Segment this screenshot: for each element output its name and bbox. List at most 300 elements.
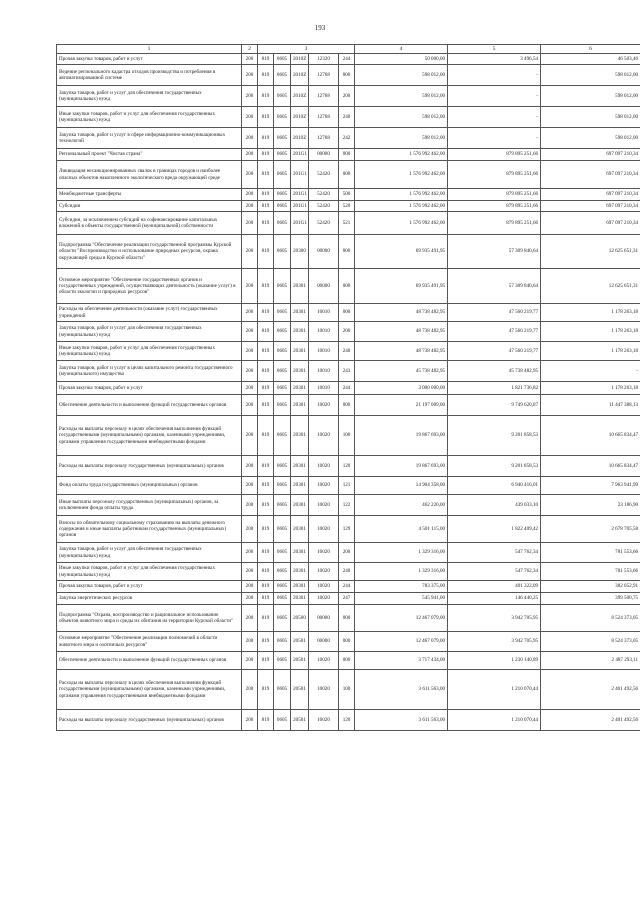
code-program: 20301 xyxy=(291,477,309,495)
code-ministry: 819 xyxy=(258,605,274,632)
code-expense-type: 243 xyxy=(339,361,355,382)
code-expense-type: 129 xyxy=(339,516,355,543)
code-direction: 52420 xyxy=(309,161,339,189)
value-executed: 401 322,09 xyxy=(448,581,541,593)
value-remaining: 2 678 705,58 xyxy=(541,516,640,543)
code-expense-type: 244 xyxy=(339,382,355,395)
code-direction: 10020 xyxy=(309,670,339,710)
code-subsection: 0605 xyxy=(274,212,291,235)
code-section: 200 xyxy=(242,201,258,212)
code-direction: 10020 xyxy=(309,593,339,605)
header-col-1: 1 xyxy=(57,45,242,54)
code-section: 200 xyxy=(242,269,258,304)
code-ministry: 819 xyxy=(258,543,274,563)
value-remaining: 598 012,00 xyxy=(541,65,640,86)
value-executed: - xyxy=(448,65,541,86)
value-remaining: 697 097 210,34 xyxy=(541,161,640,189)
code-expense-type: 242 xyxy=(339,128,355,149)
code-subsection: 0605 xyxy=(274,86,291,107)
code-section: 200 xyxy=(242,563,258,581)
code-expense-type: 247 xyxy=(339,593,355,605)
value-executed: 879 895 251,66 xyxy=(448,161,541,189)
code-direction: 10020 xyxy=(309,710,339,731)
code-subsection: 0605 xyxy=(274,304,291,322)
code-ministry: 819 xyxy=(258,563,274,581)
code-expense-type: 200 xyxy=(339,543,355,563)
code-section: 200 xyxy=(242,161,258,189)
table-row xyxy=(57,212,640,235)
value-approved: 462 220,00 xyxy=(355,495,448,516)
code-expense-type: 240 xyxy=(339,342,355,361)
code-expense-type: 520 xyxy=(339,201,355,212)
code-program: 20300 xyxy=(291,235,309,269)
row-name: Фонд оплаты труда государственных (муниципальных) органов xyxy=(57,477,242,495)
code-section: 200 xyxy=(242,581,258,593)
value-approved: 48 738 482,95 xyxy=(355,304,448,322)
table-row xyxy=(57,189,640,201)
code-ministry: 819 xyxy=(258,670,274,710)
code-ministry: 819 xyxy=(258,581,274,593)
code-expense-type: 000 xyxy=(339,605,355,632)
row-name: Обеспечение деятельности и выполнение функций государственных органов xyxy=(57,395,242,416)
code-expense-type: 100 xyxy=(339,670,355,710)
code-section: 200 xyxy=(242,710,258,731)
code-program: 201G1 xyxy=(291,212,309,235)
value-remaining: 8 524 373,05 xyxy=(541,605,640,632)
table-row xyxy=(57,382,640,395)
code-program: 20501 xyxy=(291,632,309,652)
table-row xyxy=(57,395,640,416)
code-expense-type: 500 xyxy=(339,189,355,201)
value-remaining: 598 012,00 xyxy=(541,107,640,128)
row-name: Прочая закупка товаров, работ и услуг xyxy=(57,581,242,593)
code-program: 20301 xyxy=(291,382,309,395)
table-row xyxy=(57,605,640,632)
code-program: 20301 xyxy=(291,563,309,581)
code-ministry: 819 xyxy=(258,161,274,189)
column-number-header xyxy=(57,45,640,54)
code-subsection: 0605 xyxy=(274,201,291,212)
table-row xyxy=(57,593,640,605)
table-row xyxy=(57,161,640,189)
row-name: Иные выплаты персоналу государственных (муниципальных) органов, за исключением фонда оплаты труда xyxy=(57,495,242,516)
value-executed: 3 496,54 xyxy=(448,54,541,65)
table-row xyxy=(57,54,640,65)
header-col-4: 4 xyxy=(355,45,448,54)
value-approved: 1 576 992 462,00 xyxy=(355,201,448,212)
value-executed: 57 309 840,64 xyxy=(448,235,541,269)
value-remaining: 697 097 210,34 xyxy=(541,212,640,235)
value-remaining: 10 665 834,47 xyxy=(541,416,640,456)
code-direction: 00000 xyxy=(309,269,339,304)
code-ministry: 819 xyxy=(258,652,274,670)
code-expense-type: 000 xyxy=(339,652,355,670)
value-remaining: 2 401 492,56 xyxy=(541,670,640,710)
code-direction: 10010 xyxy=(309,342,339,361)
code-expense-type: 120 xyxy=(339,710,355,731)
code-program: 201G1 xyxy=(291,149,309,161)
code-program: 20501 xyxy=(291,710,309,731)
table-row xyxy=(57,342,640,361)
code-program: 20301 xyxy=(291,495,309,516)
code-subsection: 0605 xyxy=(274,477,291,495)
code-ministry: 819 xyxy=(258,149,274,161)
value-remaining: - xyxy=(541,361,640,382)
code-ministry: 819 xyxy=(258,382,274,395)
code-section: 200 xyxy=(242,593,258,605)
table-row xyxy=(57,456,640,477)
row-name: Расходы на выплаты персоналу государственных (муниципальных) органов xyxy=(57,710,242,731)
code-program: 2010Z xyxy=(291,54,309,65)
code-program: 20301 xyxy=(291,516,309,543)
code-program: 2010Z xyxy=(291,65,309,86)
value-approved: 48 738 482,95 xyxy=(355,322,448,342)
header-col-2: 2 xyxy=(242,45,258,54)
code-subsection: 0605 xyxy=(274,361,291,382)
value-remaining: 1 178 263,18 xyxy=(541,382,640,395)
value-executed: 547 762,34 xyxy=(448,543,541,563)
code-ministry: 819 xyxy=(258,54,274,65)
code-expense-type: 000 xyxy=(339,65,355,86)
code-section: 200 xyxy=(242,361,258,382)
value-executed: 9 201 858,53 xyxy=(448,456,541,477)
code-ministry: 819 xyxy=(258,128,274,149)
code-subsection: 0605 xyxy=(274,54,291,65)
value-executed: 47 560 219,77 xyxy=(448,322,541,342)
table-row xyxy=(57,652,640,670)
table-row xyxy=(57,632,640,652)
row-name: Межбюджетные трансферты xyxy=(57,189,242,201)
value-executed: 9 201 858,53 xyxy=(448,416,541,456)
value-remaining: 697 097 210,34 xyxy=(541,201,640,212)
code-subsection: 0605 xyxy=(274,581,291,593)
code-section: 200 xyxy=(242,65,258,86)
value-executed: 9 749 620,87 xyxy=(448,395,541,416)
code-direction: 10010 xyxy=(309,322,339,342)
code-direction: 12768 xyxy=(309,86,339,107)
value-remaining: 11 447 388,13 xyxy=(541,395,640,416)
code-ministry: 819 xyxy=(258,65,274,86)
code-subsection: 0605 xyxy=(274,652,291,670)
value-remaining: 2 401 492,56 xyxy=(541,710,640,731)
table-row xyxy=(57,710,640,731)
code-direction: 12768 xyxy=(309,65,339,86)
code-subsection: 0605 xyxy=(274,128,291,149)
value-executed: - xyxy=(448,107,541,128)
code-subsection: 0605 xyxy=(274,416,291,456)
code-program: 20301 xyxy=(291,304,309,322)
code-direction: 10020 xyxy=(309,395,339,416)
value-executed: 879 895 251,66 xyxy=(448,201,541,212)
code-subsection: 0605 xyxy=(274,456,291,477)
code-expense-type: 100 xyxy=(339,416,355,456)
table-row xyxy=(57,543,640,563)
row-name: Прочая закупка товаров, работ и услуг xyxy=(57,382,242,395)
value-remaining: 382 052,91 xyxy=(541,581,640,593)
code-ministry: 819 xyxy=(258,361,274,382)
code-subsection: 0605 xyxy=(274,161,291,189)
value-remaining: 697 097 210,34 xyxy=(541,149,640,161)
value-approved: 3 717 434,00 xyxy=(355,652,448,670)
code-section: 200 xyxy=(242,632,258,652)
row-name: Взносы по обязательному социальному страхованию на выплаты денежного содержания и иные выплаты работникам государственных (муниципальных) органов xyxy=(57,516,242,543)
code-ministry: 819 xyxy=(258,632,274,652)
code-program: 20301 xyxy=(291,342,309,361)
code-program: 20301 xyxy=(291,581,309,593)
value-approved: 12 467 079,00 xyxy=(355,605,448,632)
value-executed: 1 821 736,82 xyxy=(448,382,541,395)
code-section: 200 xyxy=(242,235,258,269)
code-subsection: 0605 xyxy=(274,395,291,416)
code-direction: 12320 xyxy=(309,54,339,65)
value-remaining: 781 553,66 xyxy=(541,543,640,563)
code-direction: 10020 xyxy=(309,495,339,516)
code-expense-type: 120 xyxy=(339,456,355,477)
table-row xyxy=(57,670,640,710)
code-ministry: 819 xyxy=(258,395,274,416)
row-name: Ликвидация несанкционированных свалок в границах городов и наиболее опасных объектов накопленного экологического вреда окружающей среде xyxy=(57,161,242,189)
code-subsection: 0605 xyxy=(274,670,291,710)
code-subsection: 0605 xyxy=(274,382,291,395)
code-direction: 10020 xyxy=(309,516,339,543)
code-subsection: 0605 xyxy=(274,516,291,543)
row-name: Расходы на выплаты персоналу в целях обеспечения выполнения функций государственными (муниципальными) органами, казенными учреждениями, органами управления государственными внебюджетными фондами xyxy=(57,416,242,456)
code-section: 200 xyxy=(242,395,258,416)
code-direction: 52420 xyxy=(309,212,339,235)
value-remaining: 399 500,75 xyxy=(541,593,640,605)
table-row xyxy=(57,563,640,581)
code-expense-type: 240 xyxy=(339,563,355,581)
code-expense-type: 000 xyxy=(339,161,355,189)
value-approved: 783 375,00 xyxy=(355,581,448,593)
header-col-3: 3 xyxy=(258,45,355,54)
code-section: 200 xyxy=(242,54,258,65)
value-approved: 48 738 482,95 xyxy=(355,342,448,361)
code-direction: 10020 xyxy=(309,563,339,581)
table-row xyxy=(57,581,640,593)
value-executed: 439 033,10 xyxy=(448,495,541,516)
code-subsection: 0605 xyxy=(274,563,291,581)
value-remaining: 1 178 263,18 xyxy=(541,304,640,322)
code-section: 200 xyxy=(242,670,258,710)
code-expense-type: 000 xyxy=(339,235,355,269)
code-expense-type: 240 xyxy=(339,107,355,128)
value-executed: 45 738 482,95 xyxy=(448,361,541,382)
value-approved: 3 611 563,00 xyxy=(355,710,448,731)
row-name: Расходы на выплаты персоналу государственных (муниципальных) органов xyxy=(57,456,242,477)
value-approved: 1 576 992 462,00 xyxy=(355,189,448,201)
code-expense-type: 122 xyxy=(339,495,355,516)
header-col-5: 5 xyxy=(448,45,541,54)
table-row xyxy=(57,86,640,107)
code-subsection: 0605 xyxy=(274,189,291,201)
code-direction: 12768 xyxy=(309,128,339,149)
code-direction: 10010 xyxy=(309,361,339,382)
code-direction: 10020 xyxy=(309,652,339,670)
code-section: 200 xyxy=(242,342,258,361)
value-approved: 545 941,00 xyxy=(355,593,448,605)
code-direction: 10020 xyxy=(309,477,339,495)
code-section: 200 xyxy=(242,495,258,516)
table-row xyxy=(57,128,640,149)
table-row xyxy=(57,495,640,516)
code-program: 20301 xyxy=(291,361,309,382)
code-program: 2010Z xyxy=(291,86,309,107)
code-program: 20301 xyxy=(291,543,309,563)
code-expense-type: 000 xyxy=(339,632,355,652)
code-subsection: 0605 xyxy=(274,710,291,731)
code-section: 200 xyxy=(242,456,258,477)
code-expense-type: 000 xyxy=(339,149,355,161)
row-name: Закупка товаров, работ и услуг для обеспечения государственных (муниципальных) нужд xyxy=(57,322,242,342)
value-executed: 1 822 409,42 xyxy=(448,516,541,543)
table-row xyxy=(57,107,640,128)
code-subsection: 0605 xyxy=(274,543,291,563)
code-subsection: 0605 xyxy=(274,235,291,269)
code-subsection: 0605 xyxy=(274,605,291,632)
value-approved: 19 867 693,00 xyxy=(355,416,448,456)
code-subsection: 0605 xyxy=(274,342,291,361)
value-remaining: 697 097 210,34 xyxy=(541,189,640,201)
code-program: 20301 xyxy=(291,456,309,477)
value-remaining: 598 012,00 xyxy=(541,86,640,107)
table-row xyxy=(57,322,640,342)
code-ministry: 819 xyxy=(258,593,274,605)
code-program: 20301 xyxy=(291,322,309,342)
code-ministry: 819 xyxy=(258,269,274,304)
row-name: Закупка энергетических ресурсов xyxy=(57,593,242,605)
code-ministry: 819 xyxy=(258,304,274,322)
value-approved: 12 467 079,00 xyxy=(355,632,448,652)
row-name: Субсидии, за исключением субсидий на софинансирование капитальных вложений в объекты государственной (муниципальной) собственности xyxy=(57,212,242,235)
row-name: Основное мероприятие "Обеспечение государственных органов и государственных учреждений, осуществляющих деятельность (оказание услуг) в области экологии и природных ресурсов" xyxy=(57,269,242,304)
code-expense-type: 200 xyxy=(339,322,355,342)
value-remaining: 1 178 263,18 xyxy=(541,342,640,361)
value-approved: 1 576 992 462,00 xyxy=(355,149,448,161)
value-executed: - xyxy=(448,86,541,107)
table-row xyxy=(57,201,640,212)
value-approved: 4 501 115,00 xyxy=(355,516,448,543)
code-ministry: 819 xyxy=(258,495,274,516)
code-ministry: 819 xyxy=(258,477,274,495)
code-expense-type: 521 xyxy=(339,212,355,235)
value-approved: 69 935 491,95 xyxy=(355,235,448,269)
row-name: Основное мероприятие "Обеспечение реализации полномочий в области животного мира и охотничьих ресурсов" xyxy=(57,632,242,652)
code-direction: 10020 xyxy=(309,581,339,593)
value-remaining: 781 553,66 xyxy=(541,563,640,581)
value-approved: 19 867 693,00 xyxy=(355,456,448,477)
code-ministry: 819 xyxy=(258,107,274,128)
code-direction: 10020 xyxy=(309,543,339,563)
code-expense-type: 000 xyxy=(339,395,355,416)
table-row xyxy=(57,304,640,322)
row-name: Иные закупки товаров, работ и услуг для обеспечения государственных (муниципальных) нужд xyxy=(57,563,242,581)
code-direction: 52420 xyxy=(309,201,339,212)
value-remaining: 2 487 293,11 xyxy=(541,652,640,670)
code-direction: 00000 xyxy=(309,149,339,161)
code-direction: 10020 xyxy=(309,416,339,456)
row-name: Субсидии xyxy=(57,201,242,212)
code-program: 20301 xyxy=(291,269,309,304)
row-name: Ведение регионального кадастра отходов производства и потребления в автоматизированной системе xyxy=(57,65,242,86)
code-section: 200 xyxy=(242,652,258,670)
row-name: Закупка товаров, работ и услуг в сфере информационно-коммуникационных технологий xyxy=(57,128,242,149)
code-expense-type: 244 xyxy=(339,54,355,65)
code-ministry: 819 xyxy=(258,201,274,212)
value-approved: 1 329 316,00 xyxy=(355,543,448,563)
table-row xyxy=(57,477,640,495)
row-name: Подпрограмма "Охрана, воспроизводство и рациональное использование объектов животного мира и среды их обитания на территории Курской области" xyxy=(57,605,242,632)
code-section: 200 xyxy=(242,322,258,342)
code-section: 200 xyxy=(242,189,258,201)
row-name: Иные закупки товаров, работ и услуг для обеспечения государственных (муниципальных) нужд xyxy=(57,107,242,128)
value-executed: 47 560 219,77 xyxy=(448,304,541,322)
code-section: 200 xyxy=(242,477,258,495)
code-direction: 00000 xyxy=(309,605,339,632)
code-direction: 12768 xyxy=(309,107,339,128)
value-executed: 6 940 416,01 xyxy=(448,477,541,495)
row-name: Региональный проект "Чистая страна" xyxy=(57,149,242,161)
code-subsection: 0605 xyxy=(274,322,291,342)
value-executed: 547 762,34 xyxy=(448,563,541,581)
value-executed: 47 560 219,77 xyxy=(448,342,541,361)
table-row xyxy=(57,516,640,543)
code-program: 20301 xyxy=(291,593,309,605)
code-direction: 10010 xyxy=(309,382,339,395)
code-ministry: 819 xyxy=(258,86,274,107)
code-expense-type: 000 xyxy=(339,269,355,304)
value-remaining: 10 665 834,47 xyxy=(541,456,640,477)
value-approved: 45 738 482,95 xyxy=(355,361,448,382)
code-ministry: 819 xyxy=(258,235,274,269)
code-program: 20301 xyxy=(291,416,309,456)
code-section: 200 xyxy=(242,212,258,235)
code-ministry: 819 xyxy=(258,212,274,235)
budget-table xyxy=(56,44,640,731)
value-approved: 1 329 316,00 xyxy=(355,563,448,581)
value-executed: 1 210 070,44 xyxy=(448,710,541,731)
code-expense-type: 200 xyxy=(339,86,355,107)
code-subsection: 0605 xyxy=(274,269,291,304)
row-name: Прочая закупка товаров, работ и услуг xyxy=(57,54,242,65)
value-remaining: 8 524 373,05 xyxy=(541,632,640,652)
value-executed: 3 942 705,95 xyxy=(448,632,541,652)
value-executed: 1 210 070,44 xyxy=(448,670,541,710)
value-approved: 1 576 992 462,00 xyxy=(355,161,448,189)
table-row xyxy=(57,235,640,269)
value-executed: 3 942 705,95 xyxy=(448,605,541,632)
table-row xyxy=(57,149,640,161)
code-section: 200 xyxy=(242,543,258,563)
header-col-6: 6 xyxy=(541,45,640,54)
page-number: 193 xyxy=(314,24,326,32)
code-section: 200 xyxy=(242,149,258,161)
code-program: 201G1 xyxy=(291,189,309,201)
code-subsection: 0605 xyxy=(274,632,291,652)
code-direction: 00000 xyxy=(309,235,339,269)
value-approved: 598 012,00 xyxy=(355,65,448,86)
value-remaining: 46 503,46 xyxy=(541,54,640,65)
row-name: Иные закупки товаров, работ и услуг для обеспечения государственных (муниципальных) нужд xyxy=(57,342,242,361)
row-name: Подпрограмма "Обеспечение реализации государственной программы Курской области "Воспроизводство и использование природных ресурсов, охрана окружающей среды в Курской области" xyxy=(57,235,242,269)
code-section: 200 xyxy=(242,86,258,107)
code-subsection: 0605 xyxy=(274,495,291,516)
value-remaining: 12 625 651,31 xyxy=(541,235,640,269)
code-section: 200 xyxy=(242,382,258,395)
code-ministry: 819 xyxy=(258,189,274,201)
value-remaining: 598 012,00 xyxy=(541,128,640,149)
row-name: Закупка товаров, работ и услуг для обеспечения государственных (муниципальных) нужд xyxy=(57,86,242,107)
